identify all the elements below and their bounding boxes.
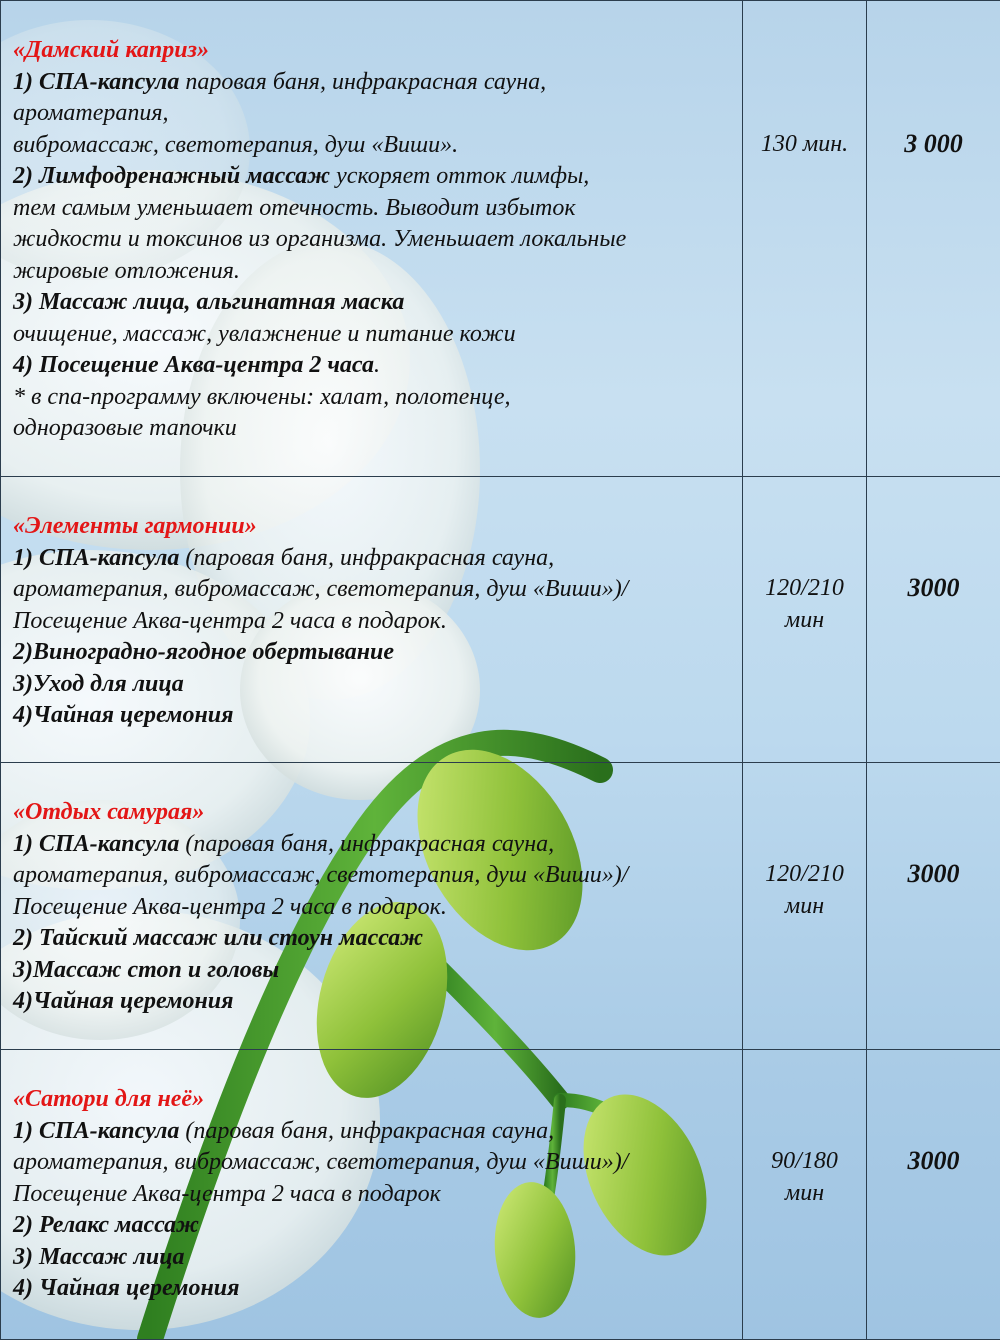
item-detail: (паровая баня, инфракрасная сауна, [179, 831, 554, 857]
program-description [1, 763, 743, 1050]
item-detail: вибромассаж, светотерапия, душ «Виши». [13, 130, 730, 162]
item-name: 3) Массаж лица [13, 1242, 730, 1274]
program-duration [743, 1050, 867, 1340]
item-detail: ароматерапия, вибромассаж, светотерапия, душ «Виши»)/ [13, 860, 730, 892]
duration-unit: мин [747, 891, 862, 923]
program-row [1, 1, 1000, 477]
program-price [867, 477, 1000, 763]
price-value: 3 000 [871, 129, 996, 159]
item-name: 3)Уход для лица [13, 669, 730, 701]
program-price [867, 1, 1000, 477]
item-detail: жидкости и токсинов из организма. Уменьшает локальные [13, 224, 730, 256]
item-detail: ароматерапия, вибромассаж, светотерапия, душ «Виши»)/ [13, 574, 730, 606]
item-name: 3)Массаж стоп и головы [13, 955, 730, 987]
program-note: * в спа-программу включены: халат, полотенце, [13, 382, 730, 414]
item-detail: Посещение Аква-центра 2 часа в подарок. [13, 892, 730, 924]
item-name: 1) СПА-капсула [13, 831, 179, 857]
program-item [13, 829, 730, 861]
item-detail: ускоряет отток лимфы, [330, 163, 589, 189]
program-title: «Отдых самурая» [13, 797, 730, 829]
item-name: 4)Чайная церемония [13, 700, 730, 732]
program-row [1, 763, 1000, 1050]
item-detail: (паровая баня, инфракрасная сауна, [179, 545, 554, 571]
program-row [1, 1050, 1000, 1340]
program-title: «Дамский каприз» [13, 35, 730, 67]
program-item [13, 161, 730, 193]
item-name: 2) Релакс массаж [13, 1210, 730, 1242]
program-item [13, 67, 730, 99]
program-price [867, 763, 1000, 1050]
program-item [13, 350, 730, 382]
item-detail: тем самым уменьшает отечность. Выводит избыток [13, 193, 730, 225]
program-note: одноразовые тапочки [13, 413, 730, 445]
duration-value: 120/210 [747, 573, 862, 605]
program-item [13, 543, 730, 575]
duration-value: 130 мин. [747, 129, 862, 161]
program-duration [743, 1, 867, 477]
duration-unit: мин [747, 605, 862, 637]
item-detail: . [374, 352, 380, 378]
item-detail: ароматерапия, [13, 98, 730, 130]
duration-value: 120/210 [747, 859, 862, 891]
item-detail: очищение, массаж, увлажнение и питание кожи [13, 319, 730, 351]
item-name: 2) Лимфодренажный массаж [13, 163, 330, 189]
program-duration [743, 477, 867, 763]
item-name: 4) Посещение Аква-центра 2 часа [13, 352, 374, 378]
price-value: 3000 [871, 573, 996, 603]
item-detail: жировые отложения. [13, 256, 730, 288]
duration-value: 90/180 [747, 1146, 862, 1178]
duration-unit: мин [747, 1178, 862, 1210]
price-value: 3000 [871, 1146, 996, 1176]
item-detail: (паровая баня, инфракрасная сауна, [179, 1118, 554, 1144]
program-description [1, 1, 743, 477]
price-value: 3000 [871, 859, 996, 889]
program-price [867, 1050, 1000, 1340]
item-detail: ароматерапия, вибромассаж, светотерапия, душ «Виши»)/ [13, 1147, 730, 1179]
item-detail: Посещение Аква-центра 2 часа в подарок. [13, 606, 730, 638]
item-detail: паровая баня, инфракрасная сауна, [179, 69, 546, 95]
item-name: 1) СПА-капсула [13, 69, 179, 95]
program-description [1, 477, 743, 763]
program-row [1, 477, 1000, 763]
item-name: 1) СПА-капсула [13, 545, 179, 571]
item-name: 2) Тайский массаж или стоун массаж [13, 923, 730, 955]
program-duration [743, 763, 867, 1050]
item-detail: Посещение Аква-центра 2 часа в подарок [13, 1179, 730, 1211]
program-description [1, 1050, 743, 1340]
program-title: «Сатори для неё» [13, 1084, 730, 1116]
item-name: 4) Чайная церемония [13, 1273, 730, 1305]
item-name: 1) СПА-капсула [13, 1118, 179, 1144]
item-name: 3) Массаж лица, альгинатная маска [13, 287, 730, 319]
program-title: «Элементы гармонии» [13, 511, 730, 543]
item-name: 2)Виноградно-ягодное обертывание [13, 637, 730, 669]
item-name: 4)Чайная церемония [13, 986, 730, 1018]
program-item [13, 1116, 730, 1148]
